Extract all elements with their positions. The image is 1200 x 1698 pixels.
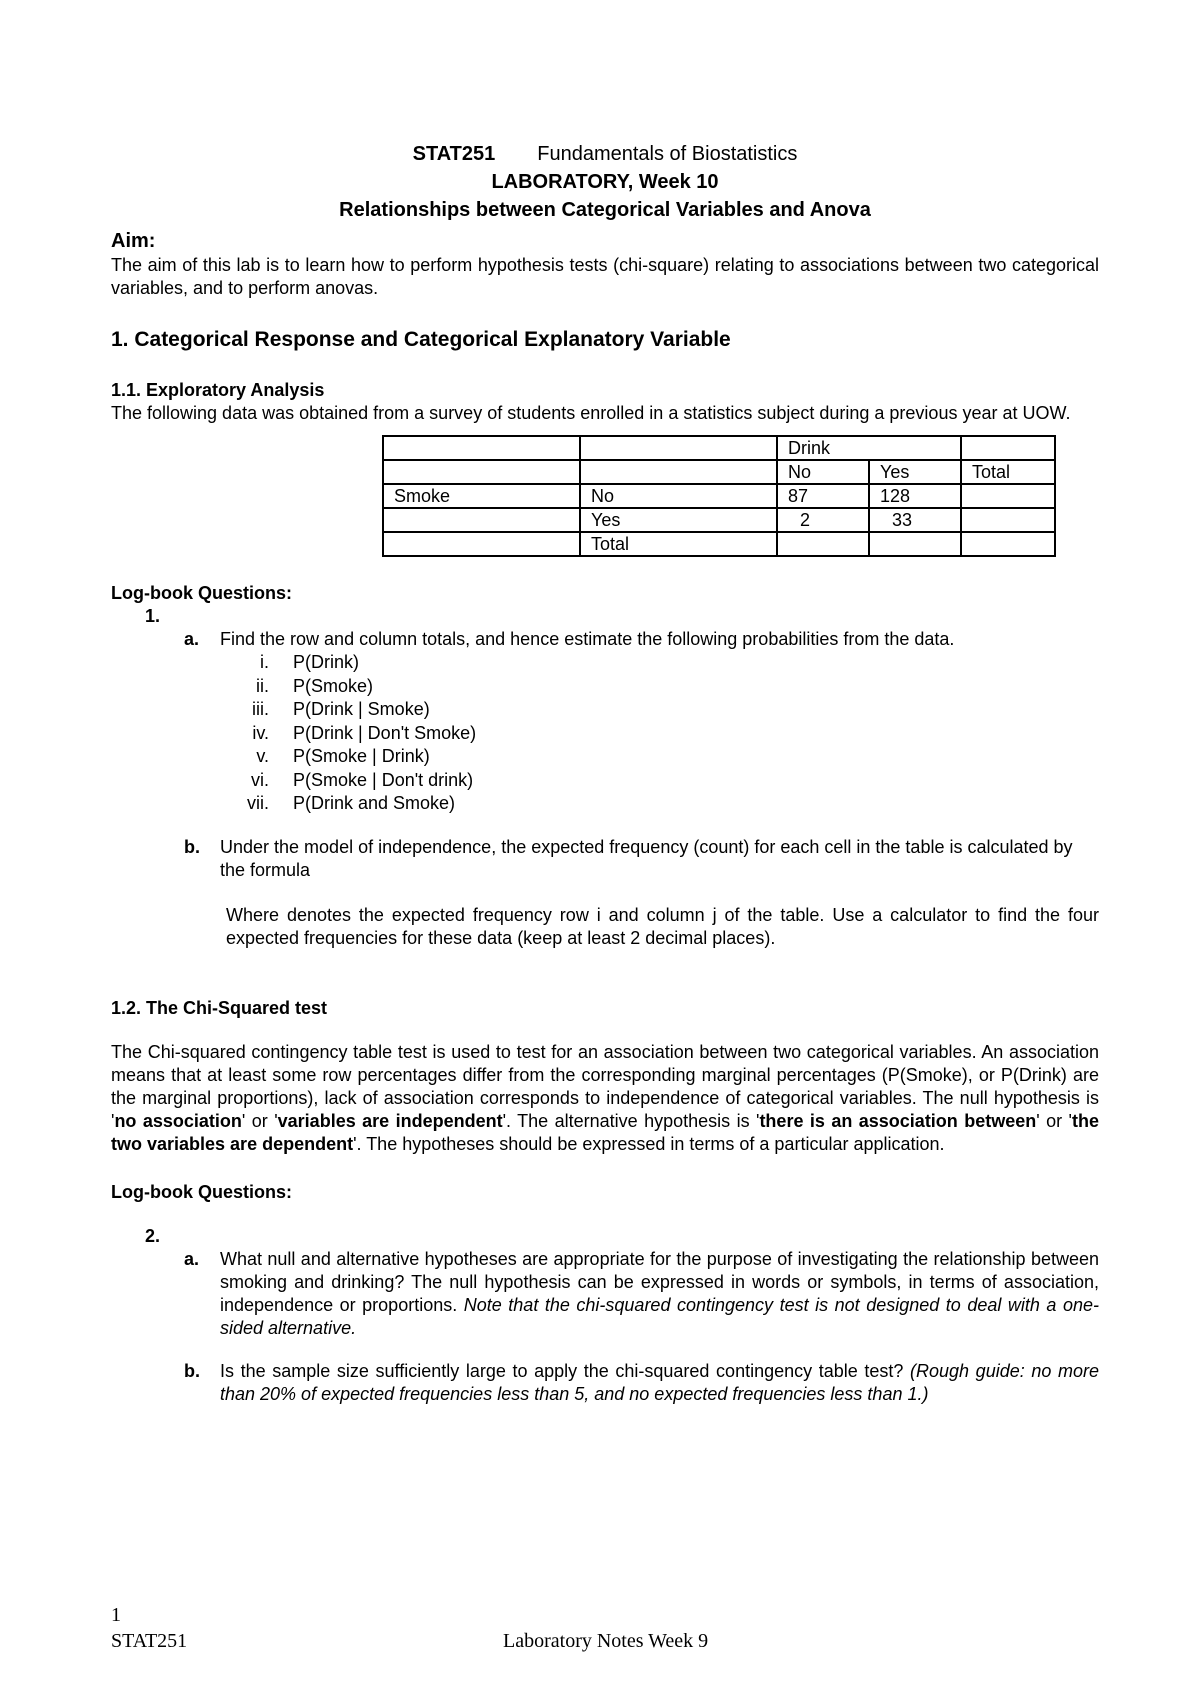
logbook-1-label: Log-book Questions:: [111, 583, 292, 603]
question-1-number: 1.: [145, 606, 161, 626]
section-1-title: 1. Categorical Response and Categorical Explanatory Variable: [111, 328, 731, 351]
course-name: Fundamentals of Biostatistics: [537, 143, 798, 165]
row-yes: Yes: [580, 508, 777, 532]
question-1b: [111, 836, 1099, 882]
row-no: No: [580, 484, 777, 508]
col-no: No: [777, 460, 869, 484]
course-header: [111, 140, 1099, 168]
question-2a-text: What null and alternative hypotheses are appropriate for the purpose of investigating the relationship between smoking and drinking? The null hypothesis can be expressed in words or symbols, in terms of association, independence or proportions.: [220, 1248, 1099, 1315]
footer-left: STAT251: [111, 1630, 188, 1652]
section-1-1-title: 1.1. Exploratory Analysis: [111, 380, 325, 400]
smoke-drink-table: [382, 435, 1056, 557]
col-yes: Yes: [869, 460, 961, 484]
row-var-smoke: Smoke: [383, 484, 580, 508]
question-2-number: 2.: [145, 1225, 161, 1246]
cell-yes-yes: 33: [869, 508, 961, 532]
question-2a-note: Note that the chi-squared contingency test is not designed to deal with a one-sided alternative.: [220, 1294, 1099, 1338]
aim-text: The aim of this lab is to learn how to perform hypothesis tests (chi-square) relating to associations between two categorical variables, and to perform anovas.: [111, 255, 1099, 298]
question-2b-label: b.: [184, 1360, 200, 1381]
lab-title: LABORATORY, Week 10: [491, 171, 719, 193]
list-item: ii. P(Smoke): [256, 675, 374, 696]
list-item: vii. P(Drink and Smoke): [247, 793, 456, 813]
probability-list: [111, 651, 1099, 816]
question-1b-label: b.: [184, 836, 200, 857]
lab-subtitle: Relationships between Categorical Variables and Anova: [339, 199, 871, 221]
drink-header: Drink: [777, 436, 961, 460]
question-1b-text: Under the model of independence, the expected frequency (count) for each cell in the table is calculated by the formula: [220, 836, 1073, 880]
question-1a-label: a.: [184, 629, 200, 649]
section-1-2-paragraph: The Chi-squared contingency table test is used to test for an association between two categorical variables. An association means that at least some row percentages differ from the corresponding marginal percentages (P(Smoke), or P(Drink) are the marginal proportions), lack of association corresponds to independence of categorical variables. The null hypothesis is 'no association' or 'variables are independent'. The alternative hypothesis is 'there is an association between' or 'the two variables are dependent'. The hypotheses should be expressed in terms of a particular application.: [111, 1041, 1099, 1154]
cell-no-yes: 128: [869, 484, 961, 508]
footer-page-number: 1: [111, 1604, 121, 1626]
list-item: v. P(Smoke | Drink): [256, 746, 430, 766]
footer-right: Laboratory Notes Week 9: [503, 1630, 709, 1652]
question-1a-text: Find the row and column totals, and hence estimate the following probabilities from the data.: [220, 629, 955, 649]
list-item: i. P(Drink): [260, 652, 359, 672]
list-item: vi. P(Smoke | Don't drink): [251, 769, 474, 790]
row-total: Total: [580, 532, 777, 556]
question-1b-text2: Where denotes the expected frequency row i and column j of the table. Use a calculator to find the four expected frequencies for these data (keep at least 2 decimal places).: [226, 904, 1099, 948]
list-item: iii. P(Drink | Smoke): [252, 699, 430, 719]
document-page: [111, 140, 1099, 1406]
section-1-2-title: 1.2. The Chi-Squared test: [111, 997, 328, 1018]
aim-label: Aim:: [111, 230, 156, 252]
question-2b-text: Is the sample size sufficiently large to apply the chi-squared contingency table test?: [220, 1360, 911, 1381]
question-2a: [111, 1248, 1099, 1340]
cell-no-no: 87: [777, 484, 869, 508]
col-total: Total: [961, 460, 1055, 484]
section-1-1-text: The following data was obtained from a survey of students enrolled in a statistics subject during a previous year at UOW.: [111, 403, 1071, 423]
list-item: iv. P(Drink | Don't Smoke): [252, 722, 477, 743]
question-2b: [111, 1360, 1099, 1406]
question-2b-note: (Rough guide: no more than 20% of expected frequencies less than 5, and no expected frequencies less than 1.): [220, 1360, 1099, 1404]
question-1a: [111, 628, 1099, 651]
course-code: STAT251: [412, 143, 496, 165]
cell-yes-no: 2: [777, 508, 869, 532]
logbook-2-label: Log-book Questions:: [111, 1181, 292, 1202]
question-2a-label: a.: [184, 1248, 200, 1269]
